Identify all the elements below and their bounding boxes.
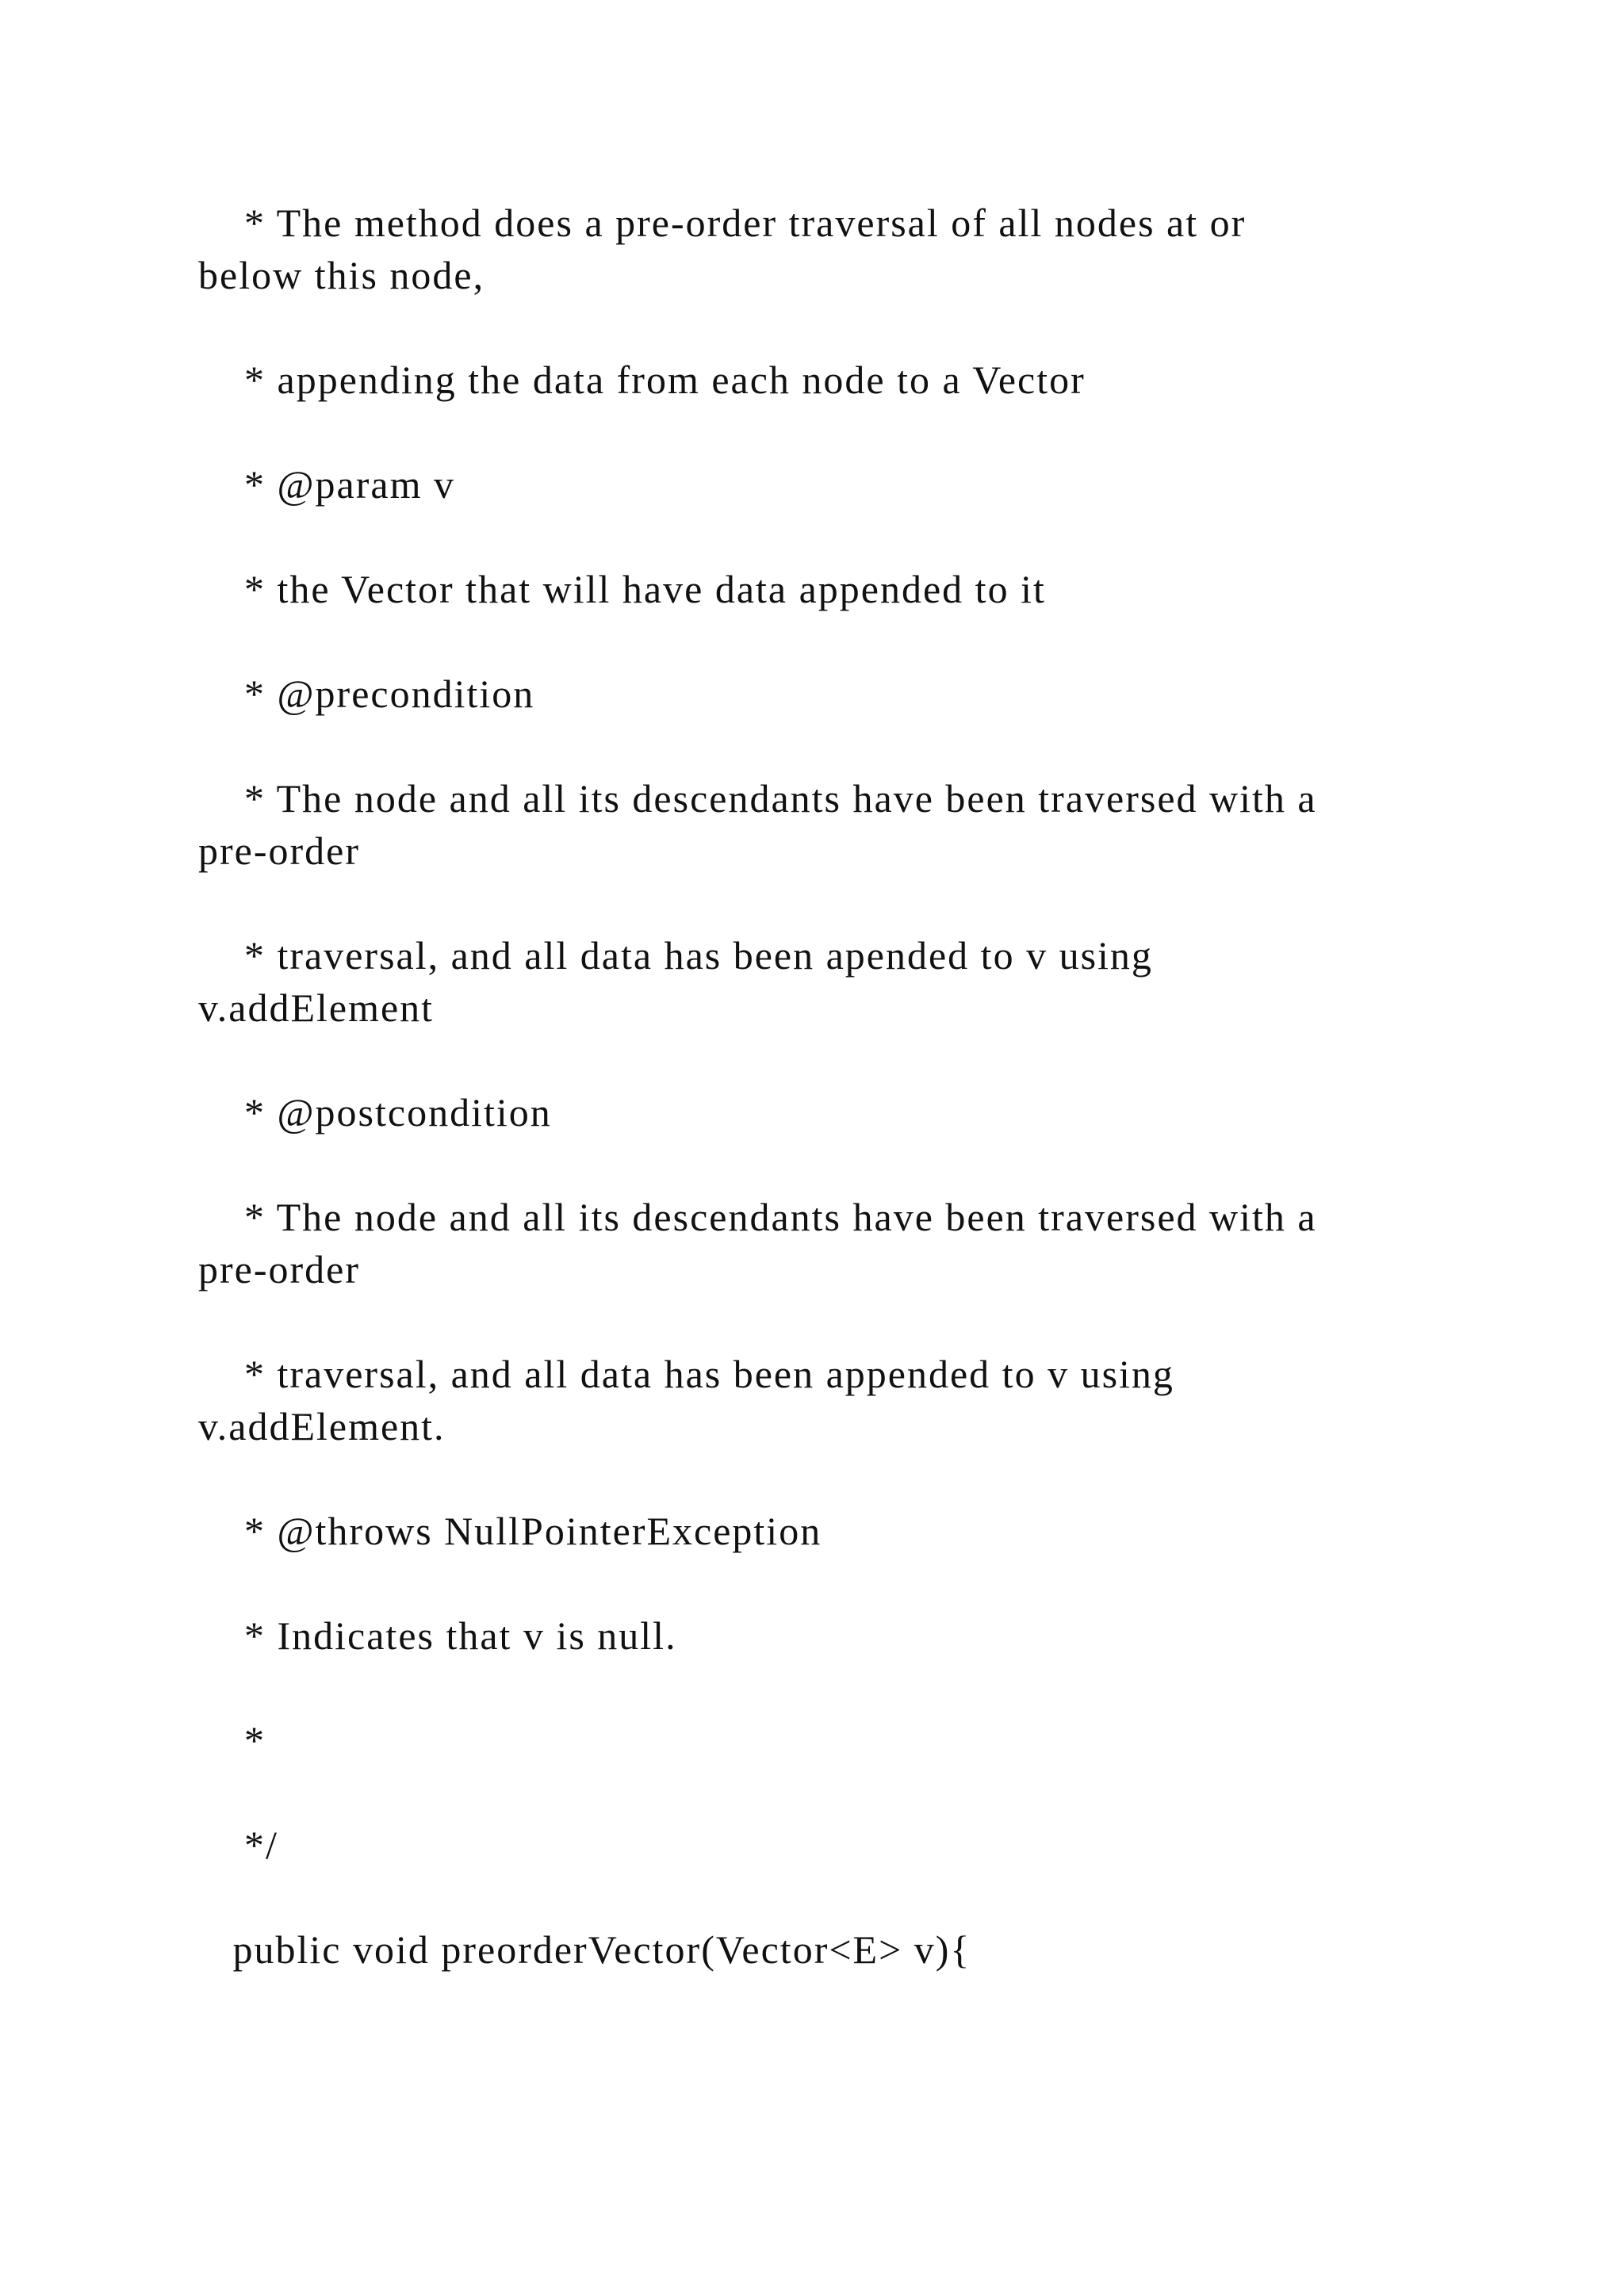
text-line: pre-order	[198, 1247, 360, 1292]
text-line: *	[198, 1718, 266, 1762]
text-line: * traversal, and all data has been apended to v using	[198, 933, 1153, 978]
text-line: */	[198, 1823, 278, 1867]
text-line: * the Vector that will have data appended to it	[198, 567, 1046, 611]
text-line: * The node and all its descendants have been traversed with a	[198, 1195, 1317, 1239]
text-line: * @precondition	[198, 672, 535, 716]
text-line: * Indicates that v is null.	[198, 1613, 677, 1658]
text-line: * The method does a pre-order traversal of all nodes at or	[198, 201, 1247, 245]
text-line: * @postcondition	[198, 1090, 552, 1135]
text-line: v.addElement.	[198, 1404, 446, 1448]
text-line: * @param v	[198, 462, 455, 507]
text-line: * traversal, and all data has been appended to v using	[198, 1352, 1174, 1396]
text-line: public void preorderVector(Vector<E> v){	[198, 1927, 971, 1972]
text-line: below this node,	[198, 253, 485, 297]
text-line: * appending the data from each node to a Vector	[198, 358, 1086, 402]
text-line: pre-order	[198, 828, 360, 873]
text-line: * The node and all its descendants have been traversed with a	[198, 776, 1317, 821]
text-line: * @throws NullPointerException	[198, 1509, 822, 1553]
text-line: v.addElement	[198, 985, 435, 1030]
